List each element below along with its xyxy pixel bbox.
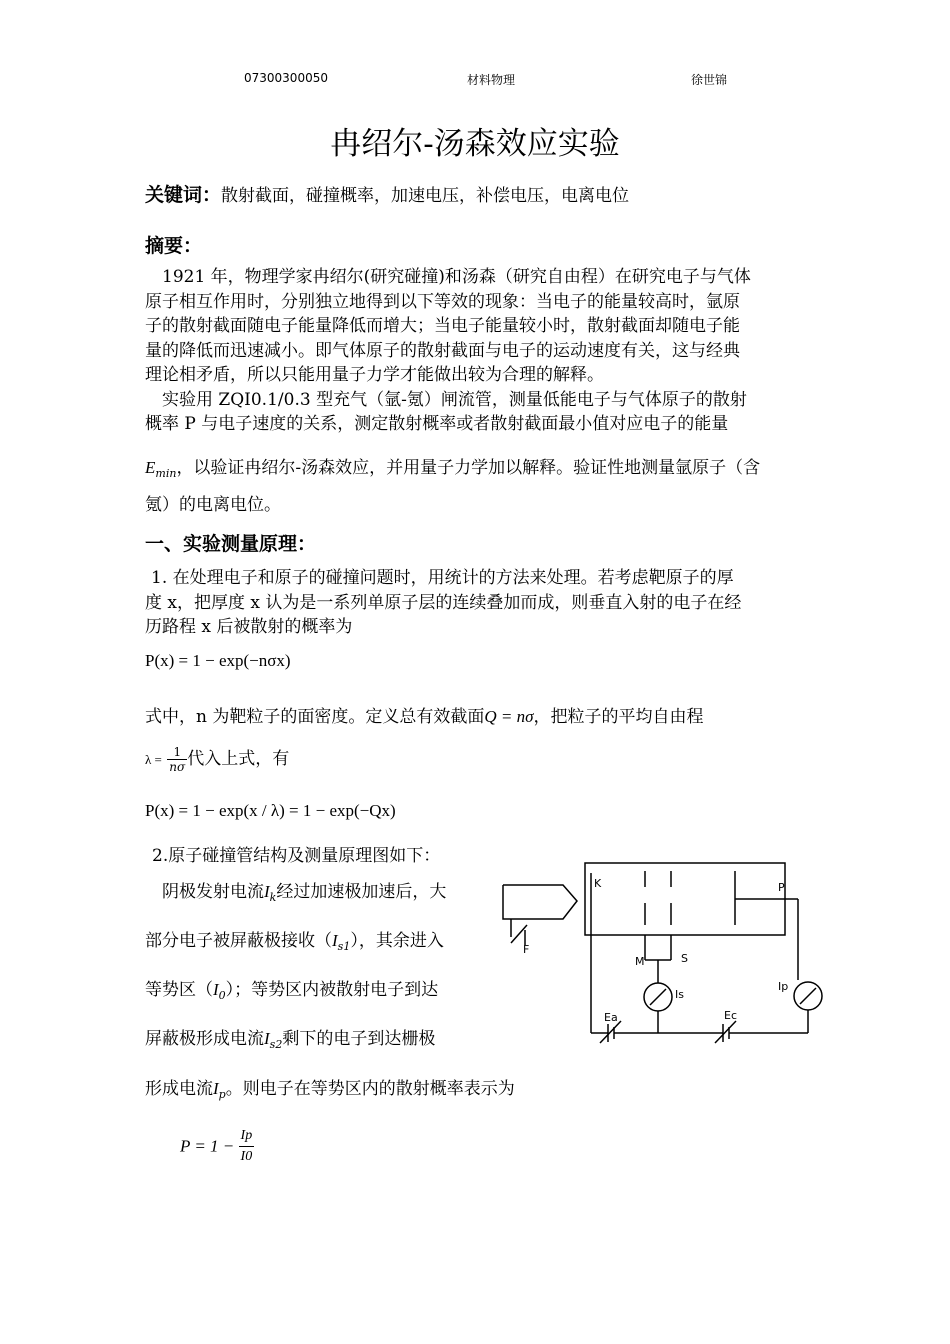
abstract-line: 实验用 ZQI0.1/0.3 型充气（氩-氪）闸流管，测量低能电子与气体原子的散射 xyxy=(162,389,747,410)
eq3-lhs: P = 1 − xyxy=(180,1136,235,1156)
subscript: p xyxy=(218,1088,226,1101)
fraction-numerator: Ip xyxy=(239,1126,255,1147)
label-is: Is xyxy=(675,988,684,1001)
symbol-I: I xyxy=(332,931,338,950)
label-ec: Ec xyxy=(724,1009,737,1022)
subscript: k xyxy=(269,891,277,904)
abstract-line: 1921 年，物理学家冉绍尔(研究碰撞)和汤森（研究自由程）在研究电子与气体 xyxy=(162,267,751,287)
abstract-line: 量的降低而迅速减小。即气体原子的散射截面与电子的运动速度有关，这与经典 xyxy=(145,340,740,361)
abstract-line: 子的散射截面随电子能量降低而增大；当电子能量较小时，散射截面却随电子能 xyxy=(145,316,740,336)
label-m: M xyxy=(635,955,645,968)
keywords-text: 散射截面，碰撞概率，加速电压，补偿电压，电离电位 xyxy=(221,186,630,206)
equation-2: P(x) = 1 − exp(x / λ) = 1 − exp(−Qx) xyxy=(145,801,396,820)
abstract-line: 原子相互作用时，分别独立地得到以下等效的现象：当电子的能量较高时，氩原 xyxy=(145,291,740,312)
text: 。则电子在等势区内的散射概率表示为 xyxy=(225,1079,515,1099)
label-f: F xyxy=(523,943,530,956)
symbol-I: I xyxy=(213,980,219,999)
abstract-line: ，以验证冉绍尔-汤森效应，并用量子力学加以解释。验证性地测量氩原子（含 xyxy=(176,458,761,478)
emin-subscript: min xyxy=(155,467,177,480)
circuit-diagram xyxy=(495,855,835,1055)
abstract-label: 摘要： xyxy=(145,235,203,257)
label-ea: Ea xyxy=(604,1011,618,1024)
text: 经过加速极加速后，大 xyxy=(276,882,447,902)
keywords-label: 关键词： xyxy=(145,184,222,206)
fraction-denominator: nσ xyxy=(169,760,186,774)
p2-line xyxy=(145,975,438,1002)
cathode xyxy=(503,885,577,919)
section1-p2-title: 2.原子碰撞管结构及测量原理图如下： xyxy=(152,846,441,866)
emin-symbol: E xyxy=(145,458,156,477)
p2-line xyxy=(162,877,446,904)
p2-line xyxy=(145,1074,515,1101)
p2-line xyxy=(145,1024,435,1051)
text: ）；等势区内被散射电子到达 xyxy=(225,980,439,1000)
equation-1: P(x) = 1 − exp(−nσx) xyxy=(145,651,291,670)
eq3-fraction xyxy=(239,1126,255,1167)
lambda-line xyxy=(145,744,289,774)
label-ip: Ip xyxy=(778,980,789,993)
text: 剩下的电子到达栅极 xyxy=(282,1029,436,1049)
subscript: 0 xyxy=(218,989,226,1002)
section-heading: 一、实验测量原理： xyxy=(145,533,317,555)
subscript: s1 xyxy=(337,940,351,953)
header-student-id: 07300300050 xyxy=(244,71,328,85)
fraction-numerator: 1 xyxy=(167,745,187,760)
definition-text: 式中，n 为靶粒子的面密度。定义总有效截面 xyxy=(145,707,485,727)
abstract-emin-line xyxy=(145,453,760,480)
abstract-line: 概率 P 与电子速度的关系，测定散射概率或者散射截面最小值对应电子的能量 xyxy=(145,414,729,434)
symbol-I: I xyxy=(213,1079,219,1098)
symbol-I: I xyxy=(264,1029,270,1048)
abstract-line: 理论相矛盾，所以只能用量子力学才能做出较为合理的解释。 xyxy=(145,365,604,385)
label-p: P xyxy=(778,881,785,894)
text: 形成电流 xyxy=(145,1079,213,1099)
fraction-denominator: I0 xyxy=(240,1149,253,1164)
equation-3 xyxy=(180,1126,254,1167)
lambda-fraction xyxy=(167,745,187,774)
lambda-symbol: λ = xyxy=(145,752,162,767)
abstract-line: 氪）的电离电位。 xyxy=(145,495,281,515)
lambda-text: 代入上式，有 xyxy=(187,749,290,769)
text: 部分电子被屏蔽极接收（ xyxy=(145,931,332,951)
abstract-body xyxy=(145,265,815,437)
section1-p1 xyxy=(145,566,815,640)
page-title: 冉绍尔-汤森效应实验 xyxy=(330,126,620,162)
text: 阴极发射电流 xyxy=(162,882,264,902)
text: ），其余进入 xyxy=(350,931,444,951)
definition-text: ，把粒子的平均自由程 xyxy=(533,707,704,727)
header-major: 材料物理 xyxy=(467,73,516,87)
symbol-I: I xyxy=(264,882,270,901)
text: 屏蔽极形成电流 xyxy=(145,1029,264,1049)
q-definition: Q = nσ xyxy=(484,707,534,726)
p2-line xyxy=(145,926,444,953)
paragraph-line: 1. 在处理电子和原子的碰撞问题时，用统计的方法来处理。若考虑靶原子的厚 xyxy=(151,568,734,588)
text: 等势区（ xyxy=(145,980,213,1000)
paragraph-line: 度 x，把厚度 x 认为是一系列单原子层的连续叠加而成，则垂直入射的电子在经 xyxy=(145,592,742,613)
subscript: s2 xyxy=(269,1038,283,1051)
header-author: 徐世锦 xyxy=(691,73,728,87)
definition-line xyxy=(145,702,704,727)
paragraph-line: 历路程 x 后被散射的概率为 xyxy=(145,617,353,637)
label-k: K xyxy=(594,877,602,890)
label-s: S xyxy=(681,952,688,965)
keywords xyxy=(145,180,629,207)
